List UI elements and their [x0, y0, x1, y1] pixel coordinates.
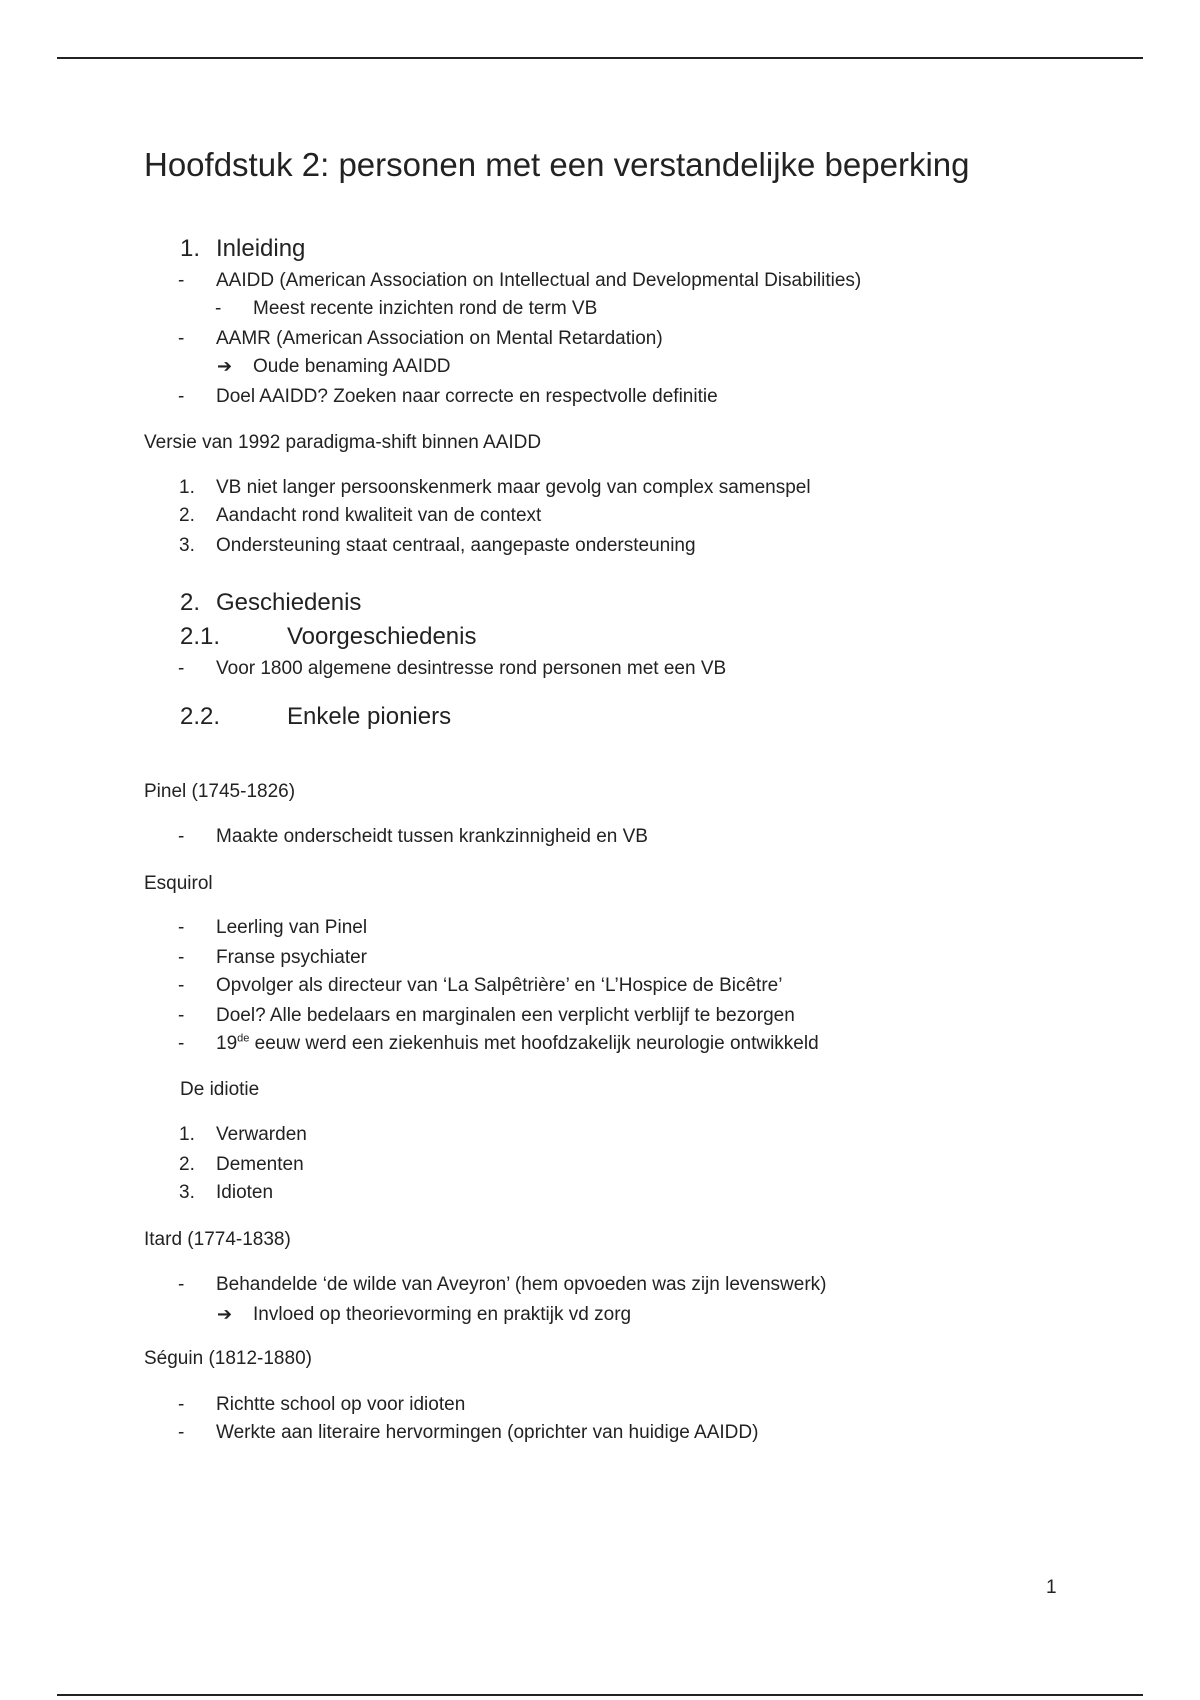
- section-2-heading: 2. Geschiedenis: [180, 589, 362, 616]
- list-item: - 19de eeuw werd een ziekenhuis met hoofdzakelijk neurologie ontwikkeld: [178, 1032, 819, 1054]
- arrow-icon: ➔: [217, 356, 233, 376]
- sub-label: De idiotie: [180, 1079, 260, 1100]
- pioneer-name: Esquirol: [144, 873, 213, 894]
- list-item: 2. Aandacht rond kwaliteit van de context: [179, 505, 542, 526]
- list-item: - Doel? Alle bedelaars en marginalen een verplicht verblijf te bezorgen: [178, 1005, 795, 1026]
- list-item: - Meest recente inzichten rond de term VB: [215, 298, 598, 319]
- list-item: - Richtte school op voor idioten: [178, 1394, 466, 1415]
- pioneer-name: Itard (1774-1838): [144, 1229, 291, 1250]
- list-item: ➔ Invloed op theorievorming en praktijk vd zorg: [217, 1304, 632, 1325]
- page-title: Hoofdstuk 2: personen met een verstandelijke beperking: [144, 146, 970, 183]
- pioneer-name: Séguin (1812-1880): [144, 1348, 312, 1369]
- list-item: - Leerling van Pinel: [178, 917, 368, 938]
- list-item: 3. Idioten: [179, 1182, 274, 1203]
- list-item: - Behandelde ‘de wilde van Aveyron’ (hem opvoeden was zijn levenswerk): [178, 1274, 827, 1295]
- list-item: - Werkte aan literaire hervormingen (oprichter van huidige AAIDD): [178, 1422, 759, 1443]
- list-item: 1. Verwarden: [179, 1124, 307, 1145]
- list-item: - Maakte onderscheidt tussen krankzinnigheid en VB: [178, 826, 648, 847]
- list-item: - Doel AAIDD? Zoeken naar correcte en respectvolle definitie: [178, 386, 718, 407]
- list-item: - AAIDD (American Association on Intellectual and Developmental Disabilities): [178, 270, 862, 291]
- footer-rule: [57, 1694, 1143, 1696]
- header-rule: [57, 57, 1143, 59]
- section-1-heading: 1. Inleiding: [180, 235, 306, 262]
- section-2-1-heading: 2.1. Voorgeschiedenis: [180, 623, 477, 650]
- arrow-icon: ➔: [217, 1304, 233, 1324]
- list-item: - Franse psychiater: [178, 947, 368, 968]
- list-item: - Voor 1800 algemene desintresse rond personen met een VB: [178, 658, 727, 679]
- page-number: 1: [1046, 1577, 1057, 1598]
- list-item: 1. VB niet langer persoonskenmerk maar gevolg van complex samenspel: [179, 477, 811, 498]
- paragraph: Versie van 1992 paradigma-shift binnen AAIDD: [144, 432, 542, 453]
- list-item: - AAMR (American Association on Mental Retardation): [178, 328, 663, 349]
- list-item: - Opvolger als directeur van ‘La Salpêtrière’ en ‘L’Hospice de Bicêtre’: [178, 975, 783, 996]
- pioneer-name: Pinel (1745-1826): [144, 781, 296, 802]
- list-item: 2. Dementen: [179, 1154, 304, 1175]
- section-2-2-heading: 2.2. Enkele pioniers: [180, 703, 452, 730]
- list-item: 3. Ondersteuning staat centraal, aangepaste ondersteuning: [179, 535, 696, 556]
- list-item: ➔ Oude benaming AAIDD: [217, 356, 451, 377]
